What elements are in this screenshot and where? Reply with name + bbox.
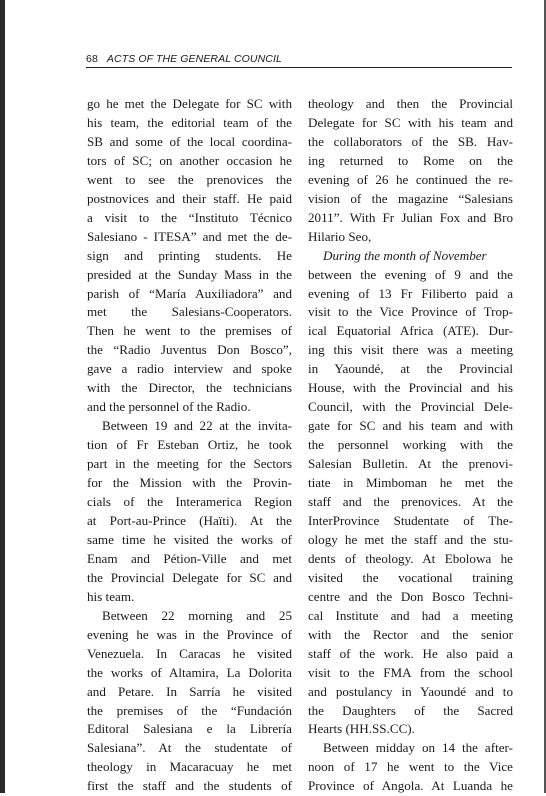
text-line: ing returned to Rome on the (308, 152, 513, 168)
text-line: Between midday on 14 the after- (323, 740, 513, 756)
text-line: gate for SC and his team and with (308, 418, 513, 434)
text-line: Province of Angola. At Luanda he (308, 778, 513, 794)
text-line: Hilario Seo, (308, 228, 372, 244)
text-line: evening of 13 Fr Filiberto paid a (308, 285, 513, 301)
text-line: staff of the work. He also paid a (308, 645, 513, 661)
text-line: visit to the FMA from the school (308, 664, 513, 680)
text-line: tiate in Mimboman he met the (308, 475, 513, 491)
text-line: ical Equatorial Africa (ATE). Dur- (308, 323, 513, 339)
text-line: parish of “María Auxiliadora” and (87, 285, 292, 301)
header-rule (86, 67, 512, 68)
running-header (86, 53, 512, 65)
text-line: Salesiano - ITESA” and met the de- (87, 228, 292, 244)
text-line: ology he met the staff and the stu- (308, 531, 513, 547)
text-line: same time he visited the works of (87, 531, 292, 547)
text-line: Then he went to the premises of (87, 323, 292, 339)
text-line: Venezuela. In Caracas he visited (87, 645, 292, 661)
text-line: Enam and Pétion-Ville and met (87, 550, 292, 566)
text-line: the collaborators of the SB. Hav- (308, 133, 513, 149)
text-line: cal Institute and had a meeting (308, 607, 513, 623)
text-line: Salesiana”. At the studentate of (87, 740, 292, 756)
text-line: dents of theology. At Ebolowa he (308, 550, 513, 566)
text-line: go he met the Delegate for SC with (87, 96, 292, 111)
text-line: Delegate for SC with his team and (308, 114, 513, 130)
text-line: met the Salesians-Cooperators. (87, 304, 292, 320)
right-column (308, 95, 513, 796)
paragraph-venezuela (87, 607, 292, 796)
text-line: the works of Altamira, La Dolorita (87, 664, 292, 680)
text-line: and the personnel of the Radio. (87, 399, 251, 415)
text-line: with the Rector and the senior (308, 626, 513, 642)
text-line: Between 19 and 22 at the invita- (102, 418, 292, 434)
text-line: Editoral Salesiana e la Librería (87, 721, 292, 737)
text-line: 2011”. With Fr Julian Fox and Bro (308, 209, 513, 225)
left-column (87, 95, 292, 796)
text-line: for the Mission with the Provin- (87, 475, 292, 491)
text-line: the Daughters of the Sacred (308, 702, 513, 718)
text-line: at Port-au-Prince (Haïti). At the (87, 512, 292, 528)
text-line: theology in Macaracuay he met (87, 759, 292, 775)
paragraph-continued (87, 95, 292, 417)
text-line: vision of the magazine “Salesians (308, 190, 513, 206)
text-line: House, with the Provincial and his (308, 380, 513, 396)
text-line: the Provincial Delegate for SC and (87, 569, 292, 585)
text-line: his team. (87, 588, 135, 604)
text-line: went to see the prenovices the (87, 171, 292, 187)
text-line: first the staff and the students of (87, 778, 292, 794)
text-line: SB and some of the local coordina- (87, 133, 292, 149)
text-line: staff and the prenovices. At the (308, 494, 513, 510)
text-line: and Petare. In Sarría he visited (87, 683, 292, 699)
text-line: sign and printing students. He (87, 247, 292, 263)
text-line: between the evening of 9 and the (308, 266, 513, 282)
text-line: Between 22 morning and 25 (102, 607, 292, 623)
text-line: in Yaoundé, at the Provincial (308, 361, 513, 377)
page-number: 68 (86, 53, 98, 65)
text-line: InterProvince Studentate of The- (308, 512, 513, 528)
text-line: the “Radio Juventus Don Bosco”, (87, 342, 292, 358)
text-line: centre and the Don Bosco Techni- (308, 588, 513, 604)
running-title: ACTS OF THE GENERAL COUNCIL (106, 53, 282, 65)
text-line: the personnel working with the (308, 437, 513, 453)
text-line: postnovices and their staff. He paid (87, 190, 292, 206)
text-line: evening he was in the Province of (87, 626, 292, 642)
text-line: Council, with the Provincial Dele- (308, 399, 513, 415)
text-line: with the Director, the technicians (87, 380, 292, 396)
paragraph-haiti (87, 417, 292, 607)
text-line: part in the meeting for the Sectors (87, 456, 292, 472)
text-line: tors of SC; on another occasion he (87, 152, 292, 168)
text-line: gave a radio interview and spoke (87, 361, 292, 377)
text-line: noon of 17 he went to the Vice (308, 759, 513, 775)
text-line: presided at the Sunday Mass in the (87, 266, 292, 282)
text-line: ing this visit there was a meeting (308, 342, 513, 358)
text-line: visit to the Vice Province of Trop- (308, 304, 513, 320)
text-line: and postulancy in Yaoundé and to (308, 683, 513, 699)
text-line: visited the vocational training (308, 569, 513, 585)
text-line: a visit to the “Instituto Técnico (87, 209, 292, 225)
text-line: the premises of the “Fundación (87, 702, 292, 718)
text-line: theology and then the Provincial (308, 96, 513, 111)
paragraph-november (308, 247, 513, 740)
italic-lead-line: During the month of November (323, 247, 487, 263)
text-line: evening of 26 he continued the re- (308, 171, 513, 187)
text-line: Hearts (HH.SS.CC). (308, 721, 415, 737)
text-line: cials of the Interamerica Region (87, 494, 292, 510)
page-binding-edge (0, 0, 5, 793)
paragraph-continued-right (308, 95, 513, 247)
text-line: tion of Fr Esteban Ortiz, he took (87, 437, 292, 453)
text-line: his team, the editorial team of the (87, 114, 292, 130)
paragraph-angola (308, 739, 513, 796)
text-line: Salesian Bulletin. At the prenovi- (308, 456, 513, 472)
